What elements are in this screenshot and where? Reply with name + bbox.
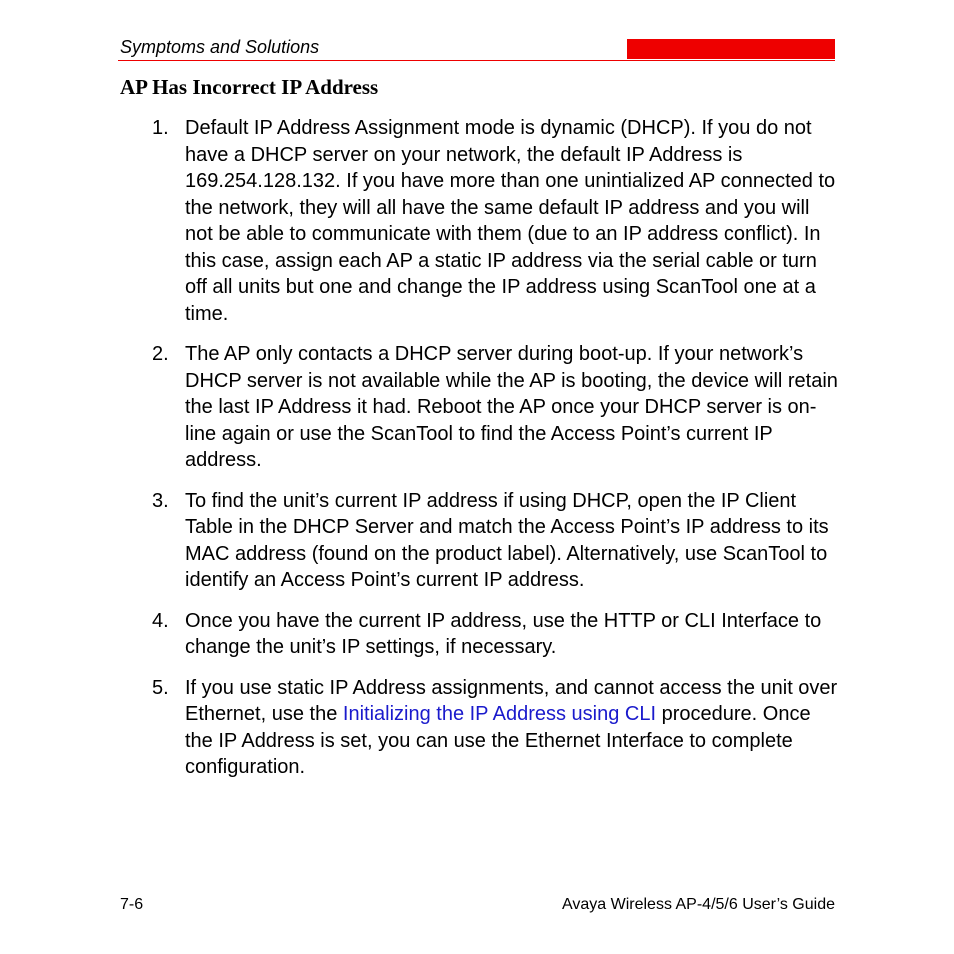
list-item (152, 608, 842, 661)
step-text: To find the unit’s current IP address if using DHCP, open the IP Client Table in the DHCP Server and match the Access Point’s IP address to its MAC address (found on the product label). Alternatively, use ScanTool to identify an Access Point’s current IP address. (185, 489, 829, 591)
step-number: 5. (152, 676, 169, 699)
step-text: Default IP Address Assignment mode is dynamic (DHCP). If you do not have a DHCP server on your network, the default IP Address is 169.254.128.132. If you have more than one unintialized AP connected to the network, they will all have the same default IP address and you will not be able to communicate with them (due to an IP address conflict). In this case, assign each AP a static IP address via the serial cable or turn off all units but one and change the IP address using ScanTool one at a time. (185, 117, 836, 325)
section-heading: AP Has Incorrect IP Address (120, 75, 379, 99)
header-rule (118, 60, 835, 61)
list-item (152, 115, 842, 327)
step-number: 3. (152, 489, 169, 512)
list-item (152, 488, 842, 594)
step-number: 1. (152, 117, 169, 139)
running-header-title: Symptoms and Solutions (120, 37, 320, 57)
list-item (152, 675, 842, 781)
step-number: 2. (152, 343, 169, 365)
step-number: 4. (152, 609, 169, 632)
steps-list (152, 115, 842, 795)
step-text: The AP only contacts a DHCP server during boot-up. If your network’s DHCP server is not available while the AP is booting, the device will retain the last IP Address it had. Reboot the AP once your DHCP server is on-line again or use the ScanTool to find the Access Point’s current IP address. (185, 343, 838, 471)
header-accent-bar (627, 39, 835, 59)
guide-title: Avaya Wireless AP-4/5/6 User’s Guide (561, 896, 835, 913)
step-text: Once you have the current IP address, use the HTTP or CLI Interface to change the unit’s IP settings, if necessary. (185, 609, 822, 658)
initializing-ip-address-cli-link[interactable]: Initializing the IP Address using CLI (342, 703, 657, 725)
step-text-before-link: If you use static IP Address assignments, and cannot access the unit over Ethernet, use the (185, 676, 838, 725)
list-item (152, 341, 842, 474)
page-number: 7-6 (120, 896, 144, 913)
step-text-after-link: procedure. Once the IP Address is set, you can use the Ethernet Interface to complete configuration. (185, 703, 811, 778)
